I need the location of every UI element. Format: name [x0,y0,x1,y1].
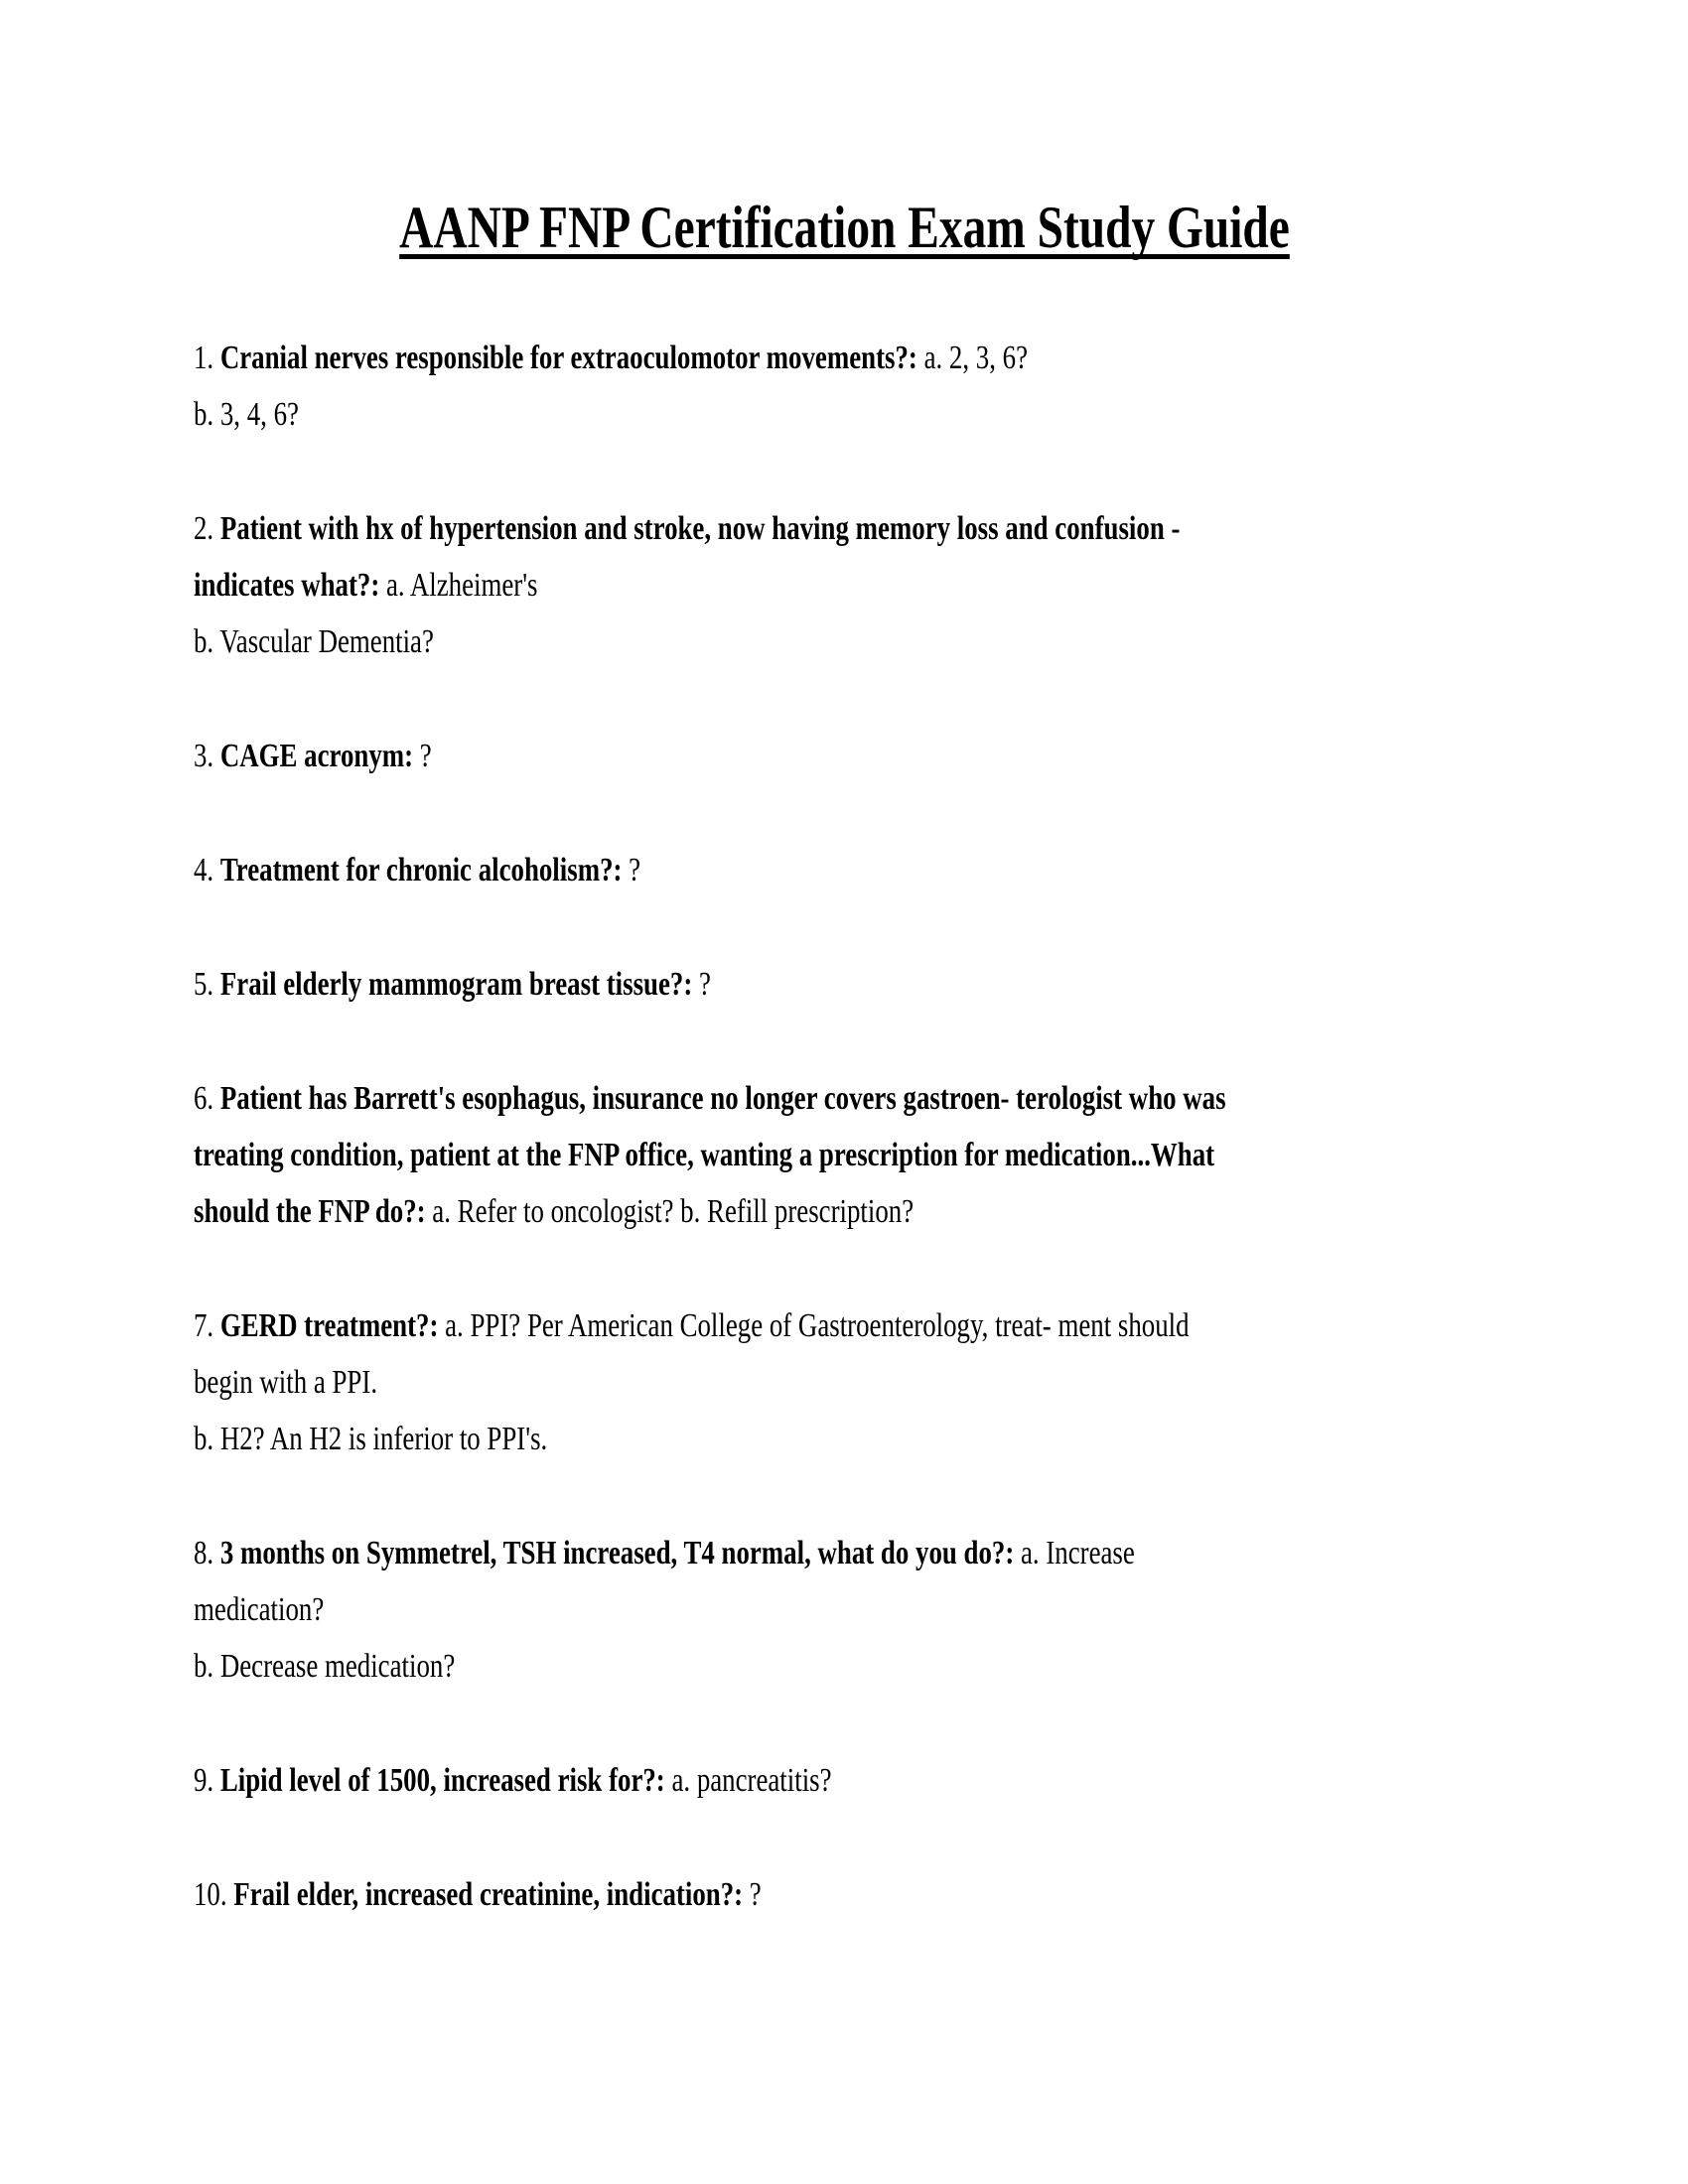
question-line [194,956,1374,1013]
question-text-bold: CAGE acronym: [219,738,414,774]
question-line [194,1866,1374,1923]
question-text: a. pancreatitis? [664,1762,832,1799]
page-header [0,0,1688,259]
question-text-bold: Treatment for chronic alcoholism?: [219,852,623,888]
question-text-bold: Frail elder, increased creatinine, indication?: [233,1876,744,1913]
question-text: 1. [194,340,220,376]
question-text: a. Refer to oncologist? b. Refill prescription? [425,1193,914,1230]
question-text: 8. [194,1535,220,1571]
question-line [194,1638,1374,1695]
question-text: ? [692,966,711,1003]
question-text: b. H2? An H2 is inferior to PPI's. [194,1421,548,1457]
question-text-bold: indicates what?: [194,567,380,604]
question-text-bold: Patient with hx of hypertension and stroke, now having memory loss and confusion - [219,510,1181,547]
question-line [194,1525,1374,1581]
question-text: medication? [194,1591,325,1628]
question-text: b. 3, 4, 6? [194,396,299,433]
question-item [194,1866,1688,1923]
question-text: 3. [194,738,220,774]
question-text: 5. [194,966,220,1003]
question-line [194,1581,1374,1638]
question-line [194,614,1374,670]
question-item [194,1752,1688,1809]
question-line [194,1183,1374,1240]
question-line [194,500,1374,557]
question-text: 6. [194,1080,220,1117]
question-item [194,728,1688,784]
question-line [194,728,1374,784]
question-text: a. 2, 3, 6? [916,340,1028,376]
question-text: 9. [194,1762,220,1799]
question-text-bold: Cranial nerves responsible for extraoculomotor movements?: [219,340,917,376]
question-text: ? [622,852,641,888]
question-item [194,842,1688,898]
question-line [194,1411,1374,1467]
question-text: a. PPI? Per American College of Gastroenterology, treat- ment should [438,1307,1190,1344]
question-line [194,842,1374,898]
question-text: a. Alzheimer's [379,567,538,604]
question-item [194,330,1688,443]
question-text: 7. [194,1307,220,1344]
question-item [194,1070,1688,1240]
question-text: a. Increase [1014,1535,1135,1571]
question-text: 4. [194,852,220,888]
questions-list [194,330,1688,1923]
question-text-bold: treating condition, patient at the FNP office, wanting a prescription for medication...What [194,1137,1215,1173]
question-line [194,1070,1374,1127]
question-line [194,330,1374,386]
question-line [194,1127,1374,1183]
question-item [194,500,1688,670]
question-text-bold: Frail elderly mammogram breast tissue?: [219,966,693,1003]
question-line [194,386,1374,443]
question-text: begin with a PPI. [194,1364,378,1401]
question-text: b. Vascular Dementia? [194,623,434,660]
question-line [194,1297,1374,1354]
question-text-bold: Patient has Barrett's esophagus, insurance no longer covers gastroen- terologist who was [219,1080,1226,1117]
page-title: AANP FNP Certification Exam Study Guide [398,195,1290,260]
question-line [194,557,1374,614]
question-item [194,1525,1688,1695]
question-line [194,1752,1374,1809]
question-text: ? [743,1876,762,1913]
question-item [194,1297,1688,1467]
question-text-bold: GERD treatment?: [219,1307,439,1344]
question-text: 2. [194,510,220,547]
question-text: 10. [194,1876,234,1913]
question-text: ? [413,738,432,774]
question-text-bold: Lipid level of 1500, increased risk for?: [219,1762,665,1799]
question-text: b. Decrease medication? [194,1648,456,1685]
question-text-bold: should the FNP do?: [194,1193,426,1230]
question-text-bold: 3 months on Symmetrel, TSH increased, T4 normal, what do you do?: [219,1535,1015,1571]
question-line [194,1354,1374,1411]
question-item [194,956,1688,1013]
